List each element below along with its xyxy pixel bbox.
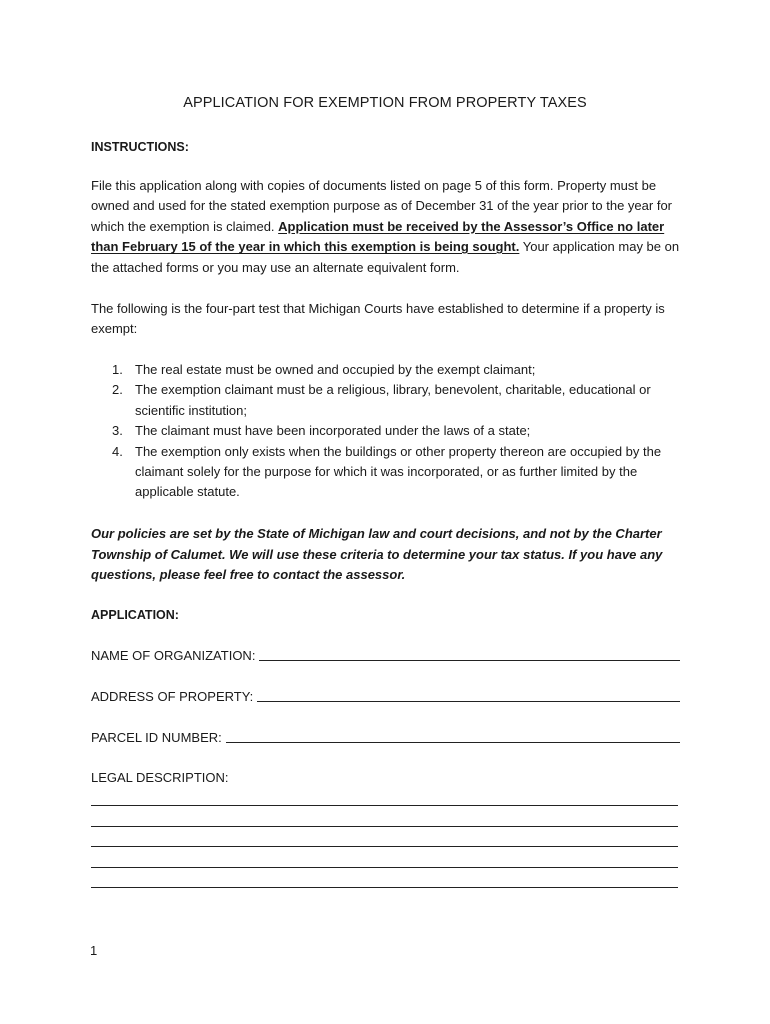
test-intro-paragraph: The following is the four-part test that Michigan Courts have established to determine if a property is exempt: — [91, 301, 665, 337]
parcel-id-field — [91, 729, 680, 745]
property-address-field — [91, 688, 680, 704]
legal-description-line[interactable] — [91, 826, 678, 827]
legal-description-line[interactable] — [91, 805, 678, 806]
application-heading: APPLICATION: — [91, 608, 179, 622]
list-item-text: The exemption claimant must be a religious, library, benevolent, charitable, educational or scientific institution; — [135, 382, 651, 418]
instructions-text-part1: File this application along with copies of documents listed on page 5 of this form. Property must be owned and used for the stated exemption purpose as of December 31 of the year prior to the year for which the exemption is claimed. — [91, 178, 673, 234]
four-part-test-list — [91, 360, 683, 503]
policy-note: Our policies are set by the State of Michigan law and court decisions, and not by the Charter Township of Calumet. We will use these criteria to determine your tax status. If you have any questions, please feel free to contact the assessor. — [91, 526, 663, 583]
organization-name-input[interactable] — [259, 647, 680, 661]
list-item-number: 2. — [112, 382, 123, 398]
page-number: 1 — [90, 943, 98, 958]
organization-name-field — [91, 647, 680, 663]
deadline-emphasis: Application must be received by the Assessor’s Office no later than February 15 of the year in which this exemption is being sought. — [91, 218, 665, 255]
parcel-id-input[interactable] — [226, 729, 680, 743]
list-item-number: 1. — [112, 362, 123, 377]
list-item — [91, 360, 683, 380]
list-item — [91, 421, 683, 441]
legal-description-line[interactable] — [91, 846, 678, 847]
legal-description-label: LEGAL DESCRIPTION: — [91, 770, 229, 785]
organization-name-label: NAME OF ORGANIZATION: — [91, 648, 256, 663]
instructions-paragraph — [91, 176, 681, 278]
instructions-text-part3: Your application may be on the attached forms or you may use an alternate equivalent form. — [91, 239, 680, 275]
list-item-text: The claimant must have been incorporated under the laws of a state; — [135, 423, 531, 439]
list-item-number: 4. — [112, 443, 123, 459]
legal-description-line[interactable] — [91, 867, 678, 868]
list-item-number: 3. — [112, 423, 123, 439]
property-address-label: ADDRESS OF PROPERTY: — [91, 689, 254, 704]
parcel-id-label: PARCEL ID NUMBER: — [91, 730, 222, 745]
legal-description-line[interactable] — [91, 887, 678, 888]
list-item — [91, 380, 683, 421]
property-address-input[interactable] — [257, 688, 680, 702]
list-item — [91, 442, 683, 503]
page-title: APPLICATION FOR EXEMPTION FROM PROPERTY TAXES — [183, 95, 587, 111]
list-item-text: The exemption only exists when the buildings or other property thereon are occupied by the claimant solely for the purpose for which it was incorporated, or as further limited by the applicable statute. — [135, 443, 662, 500]
instructions-heading: INSTRUCTIONS: — [91, 140, 189, 154]
list-item-text: The real estate must be owned and occupied by the exempt claimant; — [135, 362, 536, 377]
